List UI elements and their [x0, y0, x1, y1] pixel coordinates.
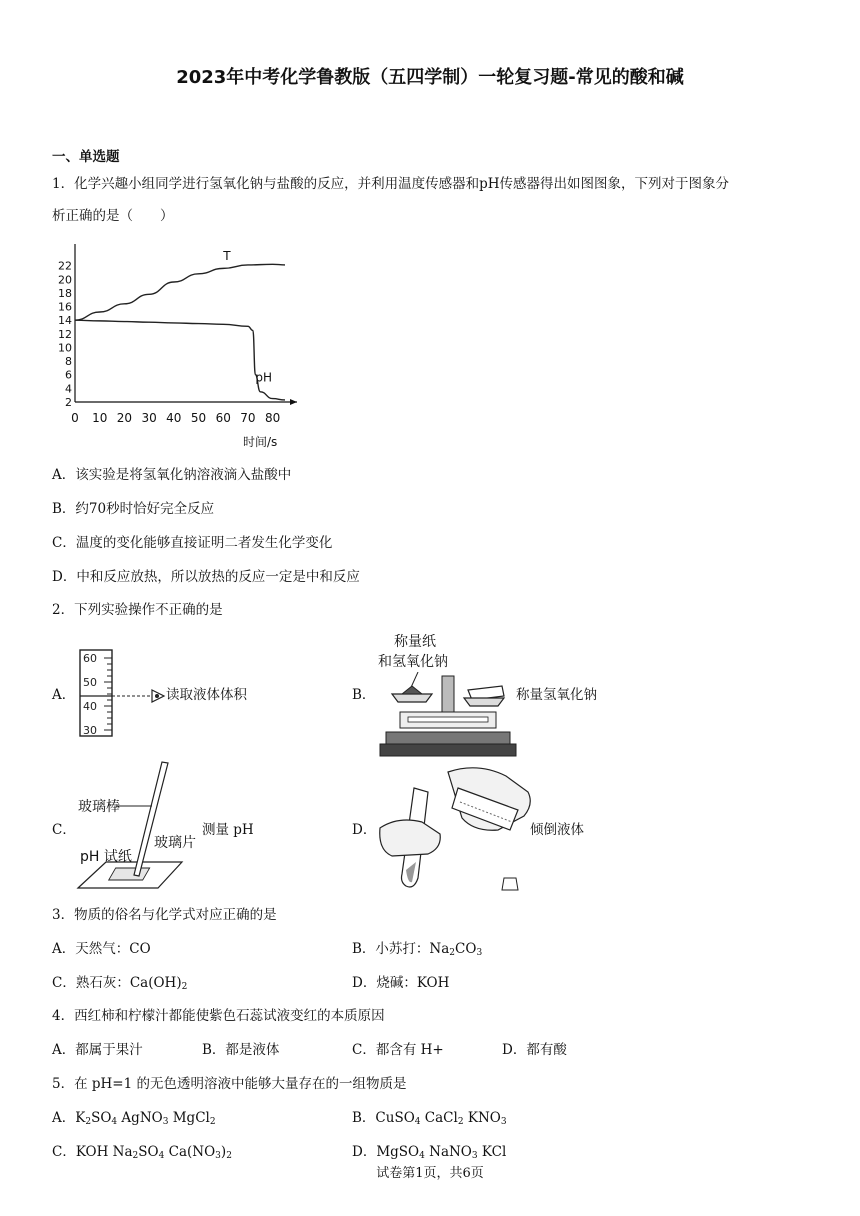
- balance-foot: [380, 744, 516, 756]
- q1-option-d: D．中和反应放热，所以放热的反应一定是中和反应: [52, 569, 360, 585]
- q2-option-c-letter: C．: [52, 822, 76, 838]
- right-pan: [464, 698, 504, 706]
- balance-base: [386, 732, 510, 744]
- chart-y-tick-label: 16: [58, 300, 72, 314]
- q2-option-b-text: 称量氢氧化钠: [516, 687, 597, 703]
- chart-x-ticks: [71, 411, 280, 425]
- page-title: 2023年中考化学鲁教版（五四学制）一轮复习题-常见的酸和碱: [176, 67, 684, 88]
- chart-series-line-pH: [75, 320, 285, 400]
- cylinder-tick-60: 60: [83, 652, 97, 665]
- chart-series-label-T: T: [223, 249, 231, 264]
- q2-option-a-letter: A．: [52, 687, 76, 703]
- chart-y-tick-label: 4: [65, 382, 72, 396]
- chart-series-line-T: [75, 264, 285, 320]
- q3-b-sub1: 2: [449, 948, 456, 958]
- q2-option-b-letter: B．: [352, 687, 376, 703]
- balance-label-paper: 称量纸: [394, 634, 436, 650]
- page-footer: 试卷第1页，共6页: [376, 1166, 484, 1181]
- chart-x-tick-label: 60: [215, 411, 231, 425]
- ph-paper: [109, 868, 150, 880]
- chart-x-axis-label: 时间/s: [243, 435, 278, 449]
- q3-option-a: A．天然气：CO: [52, 941, 151, 957]
- label-glass-slide: 玻璃片: [154, 835, 196, 851]
- q1-option-a: A．该实验是将氢氧化钠溶液滴入盐酸中: [52, 467, 292, 483]
- q3-c-sub: 2: [181, 982, 188, 992]
- chart-y-tick-label: 2: [65, 396, 72, 409]
- q3-c-text: C．熟石灰：Ca(OH): [52, 975, 182, 991]
- chart-x-tick-label: 0: [71, 411, 79, 425]
- chart-x-tick-label: 70: [240, 411, 256, 425]
- chart-x-tick-label: 80: [265, 411, 281, 425]
- q4-stem: 4．西红柿和柠檬汁都能使紫色石蕊试液变红的本质原因: [52, 1008, 385, 1024]
- q3-stem: 3．物质的俗名与化学式对应正确的是: [52, 907, 277, 923]
- chart-series-label-pH: pH: [255, 370, 272, 385]
- chart-x-tick-label: 40: [166, 411, 182, 425]
- chart-x-tick-label: 50: [190, 411, 207, 425]
- q4-option-a: A．都属于果汁: [52, 1042, 143, 1058]
- q3-option-c: [52, 974, 187, 992]
- q5-stem: 5．在 pH=1 的无色透明溶液中能够大量存在的一组物质是: [52, 1076, 407, 1092]
- holding-hand: [380, 820, 441, 856]
- naoh-pile: [402, 686, 422, 694]
- chart-y-tick-label: 12: [58, 327, 72, 341]
- balance-scale: [408, 717, 488, 722]
- chart-y-tick-label: 10: [58, 341, 72, 355]
- pouring-liquid-figure: [378, 758, 534, 898]
- q1-line-chart: [55, 240, 305, 455]
- q2-stem: 2．下列实验操作不正确的是: [52, 602, 223, 618]
- q5-option-a: A．$K_2SO_4$ AgNO$_3$ MgCl$_2$: [52, 1110, 216, 1127]
- chart-y-tick-label: 8: [65, 355, 72, 369]
- section-heading: 一、单选题: [52, 149, 120, 165]
- q2-option-d-letter: D．: [352, 822, 377, 838]
- chart-y-ticks: [58, 260, 72, 409]
- chart-x-tick-label: 20: [116, 411, 133, 425]
- chart-y-tick-label: 22: [58, 259, 72, 273]
- q1-option-c: C．温度的变化能够直接证明二者发生化学变化: [52, 535, 333, 551]
- cylinder-scale: [104, 658, 112, 730]
- balance-label-naoh: 和氢氧化钠: [378, 654, 448, 670]
- q4-option-d: D．都有酸: [502, 1042, 567, 1058]
- left-pan: [392, 694, 432, 702]
- q4-option-c: C．都含有 H+: [352, 1042, 444, 1058]
- q1-option-b: B．约70秒时恰好完全反应: [52, 501, 215, 517]
- q4-option-b: B．都是液体: [202, 1042, 280, 1058]
- graduated-cylinder-figure: [74, 648, 170, 740]
- x-axis-arrow-icon: [290, 399, 297, 405]
- q5-option-d: D．MgSO$_4$ NaNO$_3$ KCl: [352, 1144, 507, 1161]
- cylinder-tick-30: 30: [83, 724, 97, 737]
- q5-option-b: B．CuSO$_4$ CaCl$_2$ $KNO_3$: [352, 1110, 507, 1127]
- q3-option-d: D．烧碱：KOH: [352, 975, 450, 991]
- bottle-stopper: [502, 878, 518, 890]
- q2-option-c-text: 测量 pH: [202, 822, 254, 838]
- q5-option-c: C．KOH $Na_2SO_4$ $Ca(NO_3)_2$: [52, 1144, 232, 1161]
- cylinder-tick-50: 50: [83, 676, 97, 689]
- label-glass-rod: 玻璃棒: [78, 799, 120, 815]
- q2-option-a-text: 读取液体体积: [166, 687, 247, 703]
- q1-stem-line1: 1．化学兴趣小组同学进行氢氧化钠与盐酸的反应，并利用温度传感器和pH传感器得出如图图象，下列对于图象分: [52, 176, 730, 192]
- q3-b-text: B．小苏打：Na: [352, 941, 450, 957]
- q3-option-b: [352, 940, 482, 958]
- chart-x-tick-label: 30: [141, 411, 157, 425]
- q2-option-d-text: 倾倒液体: [530, 822, 584, 838]
- chart-y-tick-label: 18: [58, 286, 72, 300]
- chart-series: [75, 249, 285, 400]
- cylinder-tick-40: 40: [83, 700, 97, 713]
- q3-b-mid: CO: [455, 941, 477, 957]
- label-ph-paper: pH 试纸: [80, 849, 132, 865]
- chart-y-tick-label: 20: [58, 273, 72, 287]
- q1-stem-line2: 析正确的是（ ）: [52, 208, 174, 224]
- chart-y-tick-label: 14: [58, 314, 72, 328]
- q3-b-sub2: 3: [476, 948, 483, 958]
- glass-rod: [134, 762, 168, 876]
- chart-x-tick-label: 10: [92, 411, 108, 425]
- ph-test-figure: [76, 760, 196, 895]
- chart-y-tick-label: 6: [65, 368, 72, 382]
- balance-figure: [378, 672, 518, 760]
